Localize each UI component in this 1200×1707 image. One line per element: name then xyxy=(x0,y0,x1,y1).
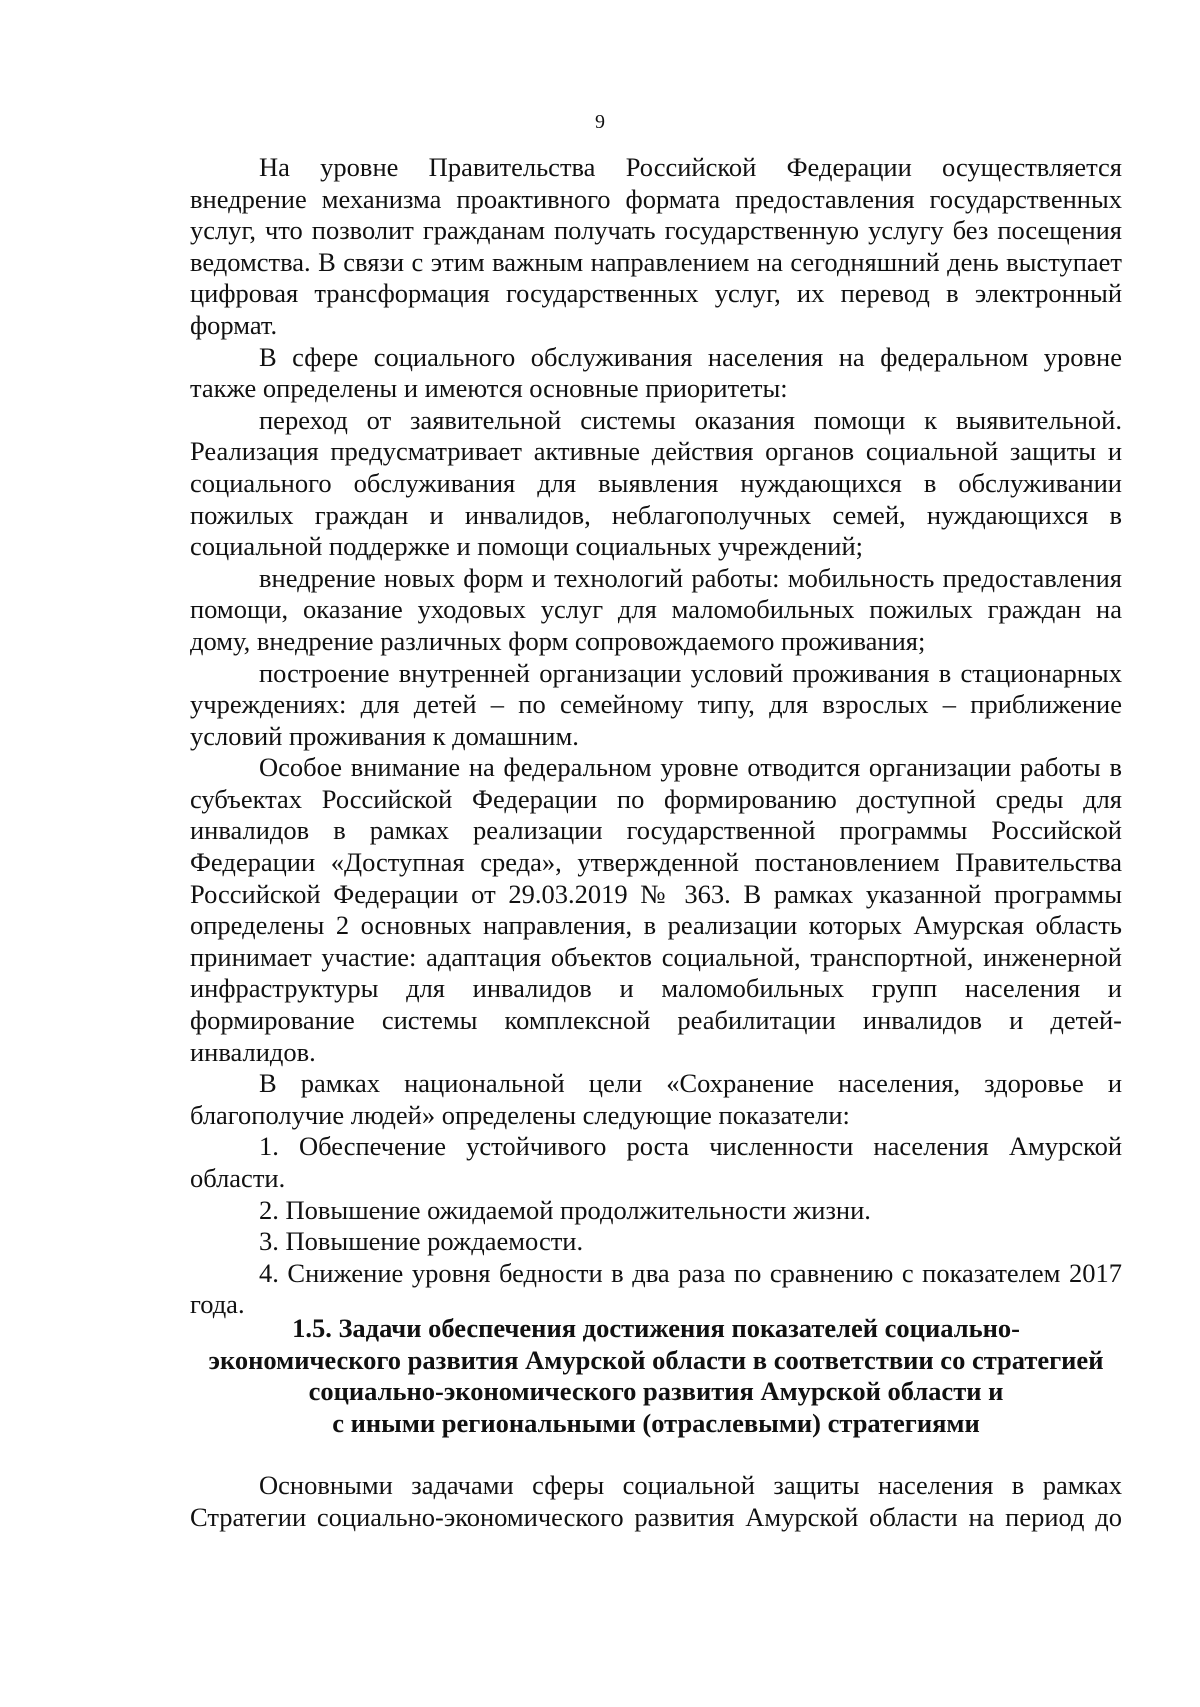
closing-text xyxy=(190,1470,1122,1533)
paragraph: построение внутренней организации условий проживания в стационарных учреждениях: для детей – по семейному типу, для взрослых – приближение условий проживания к домашним. xyxy=(190,657,1122,751)
paragraph: Основными задачами сферы социальной защиты населения в рамках Стратегии социально-экономического развития Амурской области на период до xyxy=(190,1470,1122,1532)
page-number: 9 xyxy=(595,111,605,133)
section-heading-line: социально-экономического развития Амурской области и xyxy=(308,1376,1004,1407)
section-heading xyxy=(150,1313,1162,1439)
paragraph: переход от заявительной системы оказания помощи к выявительной. Реализация предусматривает активные действия органов социальной защиты и социального обслуживания для выявления нуждающихся в обслуживании пожилых граждан и инвалидов, неблагополучных семей, нуждающихся в социальной поддержке и помощи социальных учреждений; xyxy=(190,404,1122,562)
paragraph: внедрение новых форм и технологий работы: мобильность предоставления помощи, оказание уходовых услуг для маломобильных пожилых граждан на дому, внедрение различных форм сопровождаемого проживания; xyxy=(190,562,1122,656)
list-item: 2. Повышение ожидаемой продолжительности жизни. xyxy=(259,1194,871,1225)
body-text xyxy=(190,152,1122,1321)
section-heading-line: экономического развития Амурской области в соответствии со стратегией xyxy=(208,1344,1104,1375)
paragraph: В сфере социального обслуживания населения на федеральном уровне также определены и имеются основные приоритеты: xyxy=(190,341,1122,404)
paragraph: На уровне Правительства Российской Федерации осуществляется внедрение механизма проактивного формата предоставления государственных услуг, что позволит гражданам получать государственную услугу без посещения ведомства. В связи с этим важным направлением на сегодняшний день выступает цифровая трансформация государственных услуг, их перевод в электронный формат. xyxy=(190,152,1122,340)
paragraph: Особое внимание на федеральном уровне отводится организации работы в субъектах Российской Федерации по формированию доступной среды для инвалидов в рамках реализации государственной программы Российской Федерации «Доступная среда», утвержденной постановлением Правительства Российской Федерации от 29.03.2019 № 363. В рамках указанной программы определены 2 основных направления, в реализации которых Амурская область принимает участие: адаптация объектов социальной, транспортной, инженерной инфраструктуры для инвалидов и маломобильных групп населения и формирование системы комплексной реабилитации инвалидов и детей-инвалидов. xyxy=(190,752,1122,1067)
list-item: 4. Снижение уровня бедности в два раза по сравнению с показателем 2017 года. xyxy=(190,1257,1122,1320)
list-item: 3. Повышение рождаемости. xyxy=(259,1226,584,1257)
paragraph: В рамках национальной цели «Сохранение населения, здоровье и благополучие людей» определены следующие показатели: xyxy=(190,1068,1122,1130)
list-item: 1. Обеспечение устойчивого роста численности населения Амурской области. xyxy=(190,1131,1122,1193)
section-heading-line: 1.5. Задачи обеспечения достижения показателей социально- xyxy=(292,1313,1020,1343)
section-heading-line: с иными региональными (отраслевыми) стратегиями xyxy=(332,1407,980,1438)
